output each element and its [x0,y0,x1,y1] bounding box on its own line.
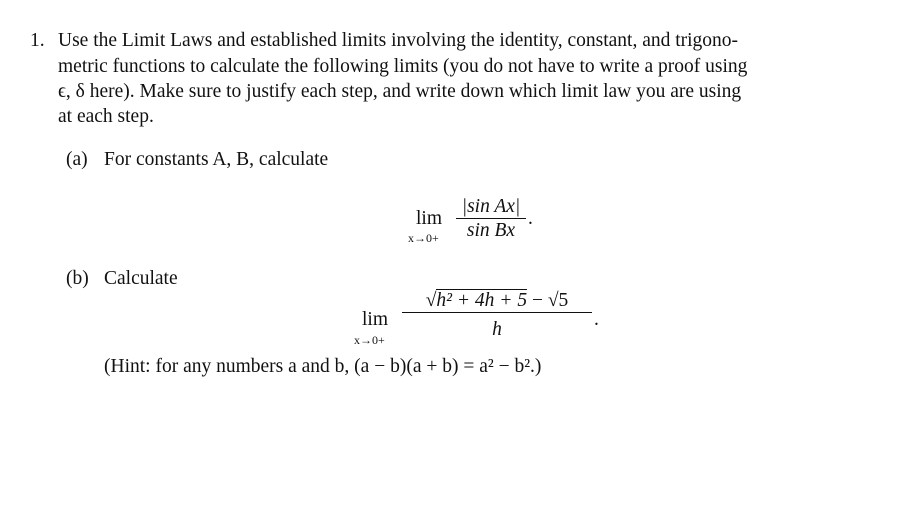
denominator: h [402,312,592,341]
numerator [402,290,592,312]
sqrt-icon: √ [425,290,437,311]
problem-text-line: metric functions to calculate the following limits (you do not have to write a proof using [58,56,748,77]
lim-operator: lim [416,208,443,229]
radicand: h² + 4h + 5 [436,290,528,311]
part-a-label: (a) [66,149,88,170]
part-a-text: For constants A, B, calculate [104,149,329,170]
numerator: |sin Ax| [461,196,521,217]
period: . [528,208,533,229]
fraction [456,196,526,242]
fraction [402,290,592,341]
numerator-rest: − √5 [531,290,569,311]
lim-subscript: x→0+ [354,333,385,347]
period: . [594,309,599,330]
lim-subscript: x→0+ [408,231,439,245]
problem-text-line: ϵ, δ here). Make sure to justify each step, and write down which limit law you are using [58,81,742,102]
problem-number: 1. [30,30,45,51]
part-b-label: (b) [66,268,89,289]
denominator: sin Bx [456,218,526,242]
problem-text-line: at each step. [58,106,154,127]
part-b-text: Calculate [104,268,178,289]
lim-operator: lim [362,309,389,330]
hint-text: (Hint: for any numbers a and b, (a − b)(a + b) = a² − b².) [104,356,542,377]
problem-text-line: Use the Limit Laws and established limits involving the identity, constant, and trigono- [58,30,739,51]
